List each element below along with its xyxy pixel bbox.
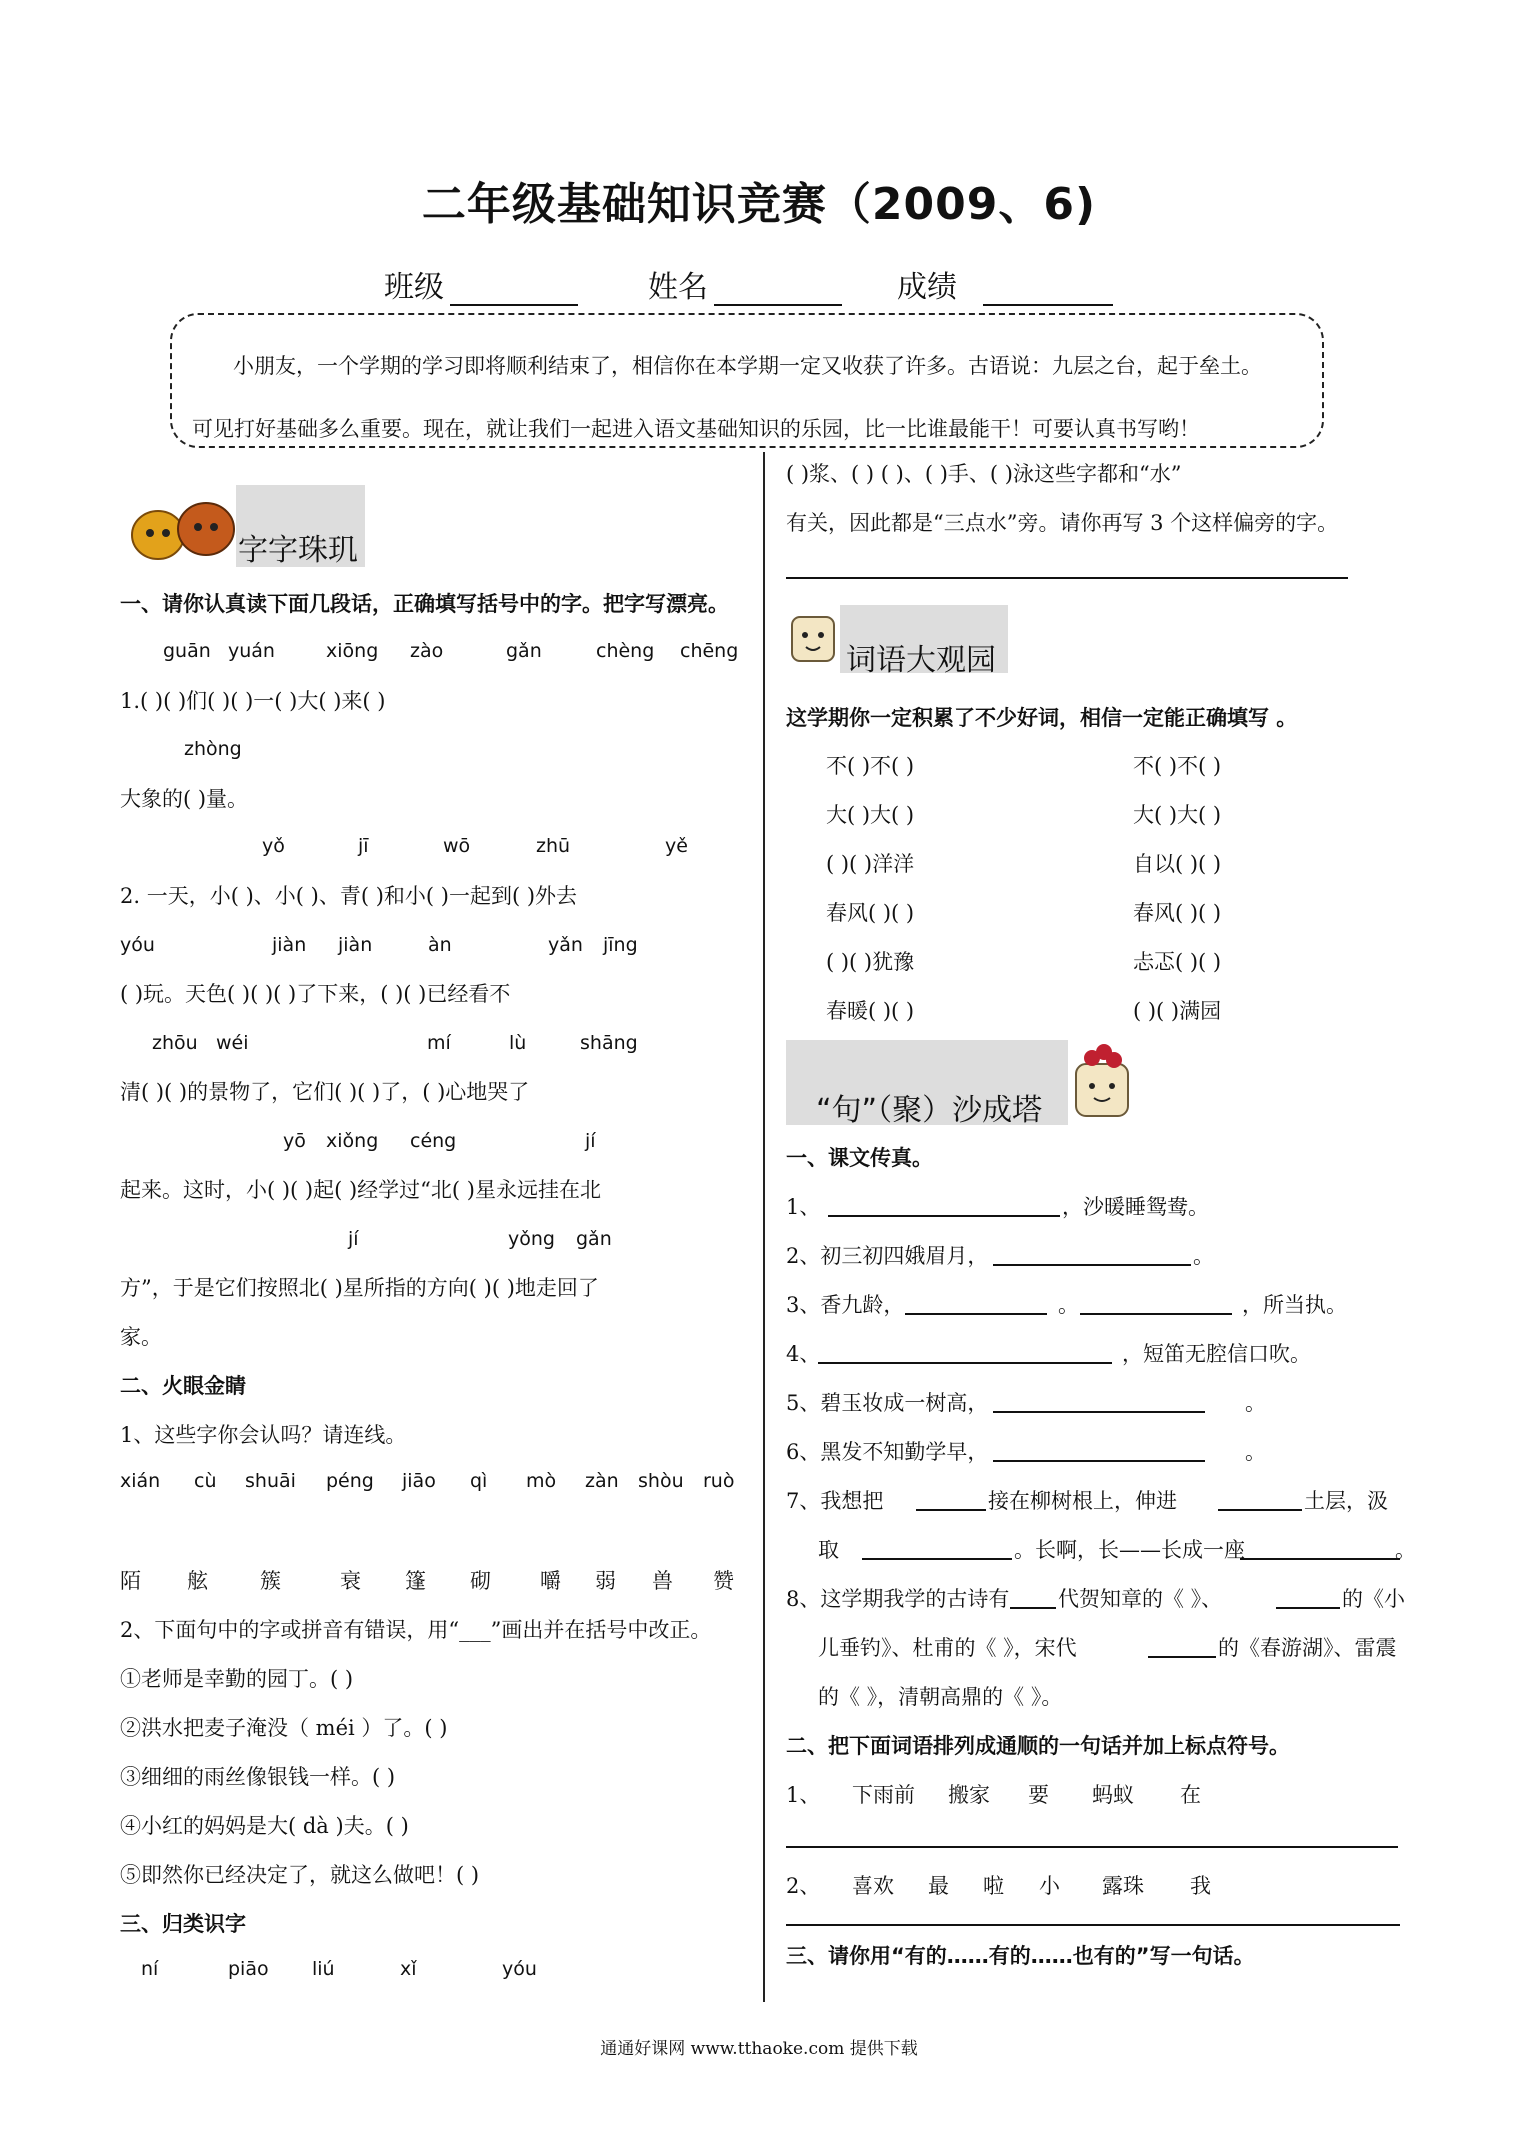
recite-tail: 。 <box>1193 1244 1214 1268</box>
p2-text: 2. 一天，小( )、小( )、青( )和小( )一起到( )外去 <box>120 884 578 908</box>
pinyin: àn <box>428 934 452 956</box>
name-field <box>648 262 842 306</box>
p4-text: 清( )( )的景物了，它们( )( )了，( )心地哭了 <box>120 1080 530 1104</box>
pinyin: zhōu <box>152 1032 198 1054</box>
pinyin: chèng <box>596 640 655 662</box>
recite-item-7c: 土层，汲 <box>1304 1489 1388 1513</box>
match-char[interactable]: 衰 <box>340 1569 361 1593</box>
answer-line[interactable] <box>818 1362 1112 1364</box>
idiom-blank: 春风( )( ) <box>1133 901 1222 925</box>
recite-item-8d: 儿垂钓》、杜甫的《 》，宋代 <box>818 1636 1077 1660</box>
answer-line[interactable] <box>1240 1558 1400 1560</box>
match-char[interactable]: 簇 <box>260 1569 281 1593</box>
correction-item: ③细细的雨丝像银钱一样。( ) <box>120 1765 396 1789</box>
idiom-blank: 春暖( )( ) <box>826 999 915 1023</box>
p6-text: 方”，于是它们按照北( )星所指的方向( )( )地走回了 <box>120 1276 599 1300</box>
match-char[interactable]: 兽 <box>652 1569 673 1593</box>
pinyin: lù <box>509 1032 527 1054</box>
pinyin: jiāo <box>402 1470 436 1492</box>
idiom-blank: 忐忑( )( ) <box>1133 950 1222 974</box>
section-header-zizi <box>120 485 365 567</box>
pinyin: yǒ <box>262 835 285 857</box>
pinyin: yǒng <box>508 1228 555 1250</box>
pinyin: cù <box>194 1470 217 1492</box>
word-chip: 最 <box>928 1874 949 1898</box>
right-cont-1: ( )浆、( ) ( )、( )手、( )泳这些字都和“水” <box>786 462 1182 486</box>
word-order-num: 1、 <box>786 1783 821 1807</box>
pinyin: jí <box>348 1228 359 1250</box>
match-char[interactable]: 嚼 <box>540 1569 561 1593</box>
correction-item: ①老师是幸勤的园丁。( ) <box>120 1667 354 1691</box>
footer-credit: 通通好课网 www.tthaoke.com 提供下载 <box>600 2039 918 2059</box>
recite-tail: 。 <box>1395 1538 1416 1562</box>
pinyin: gǎn <box>576 1228 612 1250</box>
answer-line[interactable] <box>1276 1607 1340 1609</box>
pinyin: zhòng <box>184 738 242 760</box>
answer-line[interactable] <box>786 1924 1400 1926</box>
answer-line[interactable] <box>828 1215 1060 1217</box>
intro-line-2: 可见打好基础多么重要。现在，就让我们一起进入语文基础知识的乐园，比一比谁最能干！可要认真书写哟！ <box>192 417 1200 441</box>
word-chip: 小 <box>1039 1874 1060 1898</box>
pinyin: jí <box>585 1130 596 1152</box>
correction-item: ④小红的妈妈是大( dà )夫。( ) <box>120 1814 409 1838</box>
right-cont-2: 有关，因此都是“三点水”旁。请你再写 3 个这样偏旁的字。 <box>786 511 1339 535</box>
section-title-zizi: 字字珠玑 <box>238 533 358 568</box>
word-chip: 要 <box>1028 1783 1049 1807</box>
idiom-blank: ( )( )洋洋 <box>826 852 915 876</box>
recite-item: 2、初三初四娥眉月， <box>786 1244 989 1268</box>
match-char[interactable]: 陌 <box>120 1569 141 1593</box>
recite-item-8a: 8、这学期我学的古诗有 <box>786 1587 1010 1611</box>
p5-text: 起来。这时，小( )( )起( )经学过“北( )星永远挂在北 <box>120 1178 601 1202</box>
recite-tail: ，所当执。 <box>1242 1293 1347 1317</box>
recite-item: 3、香九龄， <box>786 1293 905 1317</box>
answer-line[interactable] <box>1148 1656 1216 1658</box>
intro-line-1: 小朋友，一个学期的学习即将顺利结束了，相信你在本学期一定又收获了许多。古语说：九层之台，起于垒土。 <box>233 354 1262 378</box>
pinyin: péng <box>326 1470 374 1492</box>
pinyin: mò <box>526 1470 557 1492</box>
p6-text2: 家。 <box>120 1325 162 1349</box>
p1-text2: 大象的( )量。 <box>120 787 249 811</box>
recite-tail: 。 <box>1245 1391 1266 1415</box>
answer-line[interactable] <box>786 1846 1398 1848</box>
recite-item: 6、黑发不知勤学早， <box>786 1440 989 1464</box>
tofu-mascot-icon <box>786 609 840 669</box>
pinyin: yóu <box>502 1958 537 1980</box>
score-label: 成绩 <box>897 270 957 305</box>
answer-line[interactable] <box>862 1558 1012 1560</box>
section-title-ciyu: 词语大观园 <box>846 643 996 678</box>
s3-h3: 三、请你用“有的……有的……也有的”写一句话。 <box>786 1944 1255 1968</box>
answer-line[interactable] <box>786 577 1348 579</box>
pinyin: chēng <box>680 640 739 662</box>
word-chip: 蚂蚁 <box>1092 1783 1134 1807</box>
idiom-blank: 自以( )( ) <box>1133 852 1222 876</box>
pinyin: yō <box>283 1130 306 1152</box>
idiom-blank: 大( )大( ) <box>1133 803 1222 827</box>
correction-item: ②洪水把麦子淹没（ méi ）了。( ) <box>120 1716 448 1740</box>
recite-item-7e: 。长啊，长——长成一座 <box>1014 1538 1245 1562</box>
recite-item: 5、碧玉妆成一树高， <box>786 1391 989 1415</box>
pinyin: yóu <box>120 934 155 956</box>
cake-mascot-icon <box>1068 1040 1138 1125</box>
pinyin: xián <box>120 1470 161 1492</box>
recite-item-8f: 的《 》，清朝高鼎的《 》。 <box>818 1685 1063 1709</box>
word-chip: 啦 <box>983 1874 1004 1898</box>
recite-item-7b: 接在柳树根上，伸进 <box>988 1489 1177 1513</box>
pinyin: shòu <box>638 1470 684 1492</box>
word-chip: 喜欢 <box>852 1874 894 1898</box>
recite-item-8b: 代贺知章的《 》、 <box>1058 1587 1223 1611</box>
match-char[interactable]: 舷 <box>187 1569 208 1593</box>
p1-text: 1.( )( )们( )( )一( )大( )来( ) <box>120 689 386 713</box>
pinyin: xǐ <box>400 1958 417 1980</box>
recite-tail: ，沙暖睡鸳鸯。 <box>1062 1195 1209 1219</box>
word-chip: 我 <box>1190 1874 1211 1898</box>
pinyin: shuāi <box>245 1470 296 1492</box>
class-blank[interactable] <box>450 274 578 306</box>
answer-line[interactable] <box>1218 1509 1302 1511</box>
answer-line[interactable] <box>1080 1313 1232 1315</box>
idiom-blank: 不( )不( ) <box>1133 754 1222 778</box>
q2-heading: 二、火眼金睛 <box>120 1374 246 1398</box>
match-char[interactable]: 赞 <box>713 1569 734 1593</box>
pinyin: liú <box>312 1958 335 1980</box>
pinyin: xiōng <box>326 640 379 662</box>
answer-line[interactable] <box>1010 1607 1056 1609</box>
pinyin: ní <box>141 1958 159 1980</box>
q2-2: 2、下面句中的字或拼音有错误，用“___”画出并在括号中改正。 <box>120 1618 712 1642</box>
pinyin: jiàn <box>272 934 307 956</box>
section-header-ciyu <box>786 605 1008 678</box>
idiom-blank: 大( )大( ) <box>826 803 915 827</box>
q3-heading: 三、归类识字 <box>120 1912 246 1936</box>
pinyin: yuán <box>228 640 275 662</box>
answer-line[interactable] <box>916 1509 986 1511</box>
s3-h2: 二、把下面词语排列成通顺的一句话并加上标点符号。 <box>786 1734 1290 1758</box>
answer-line[interactable] <box>905 1313 1047 1315</box>
match-char[interactable]: 砌 <box>470 1569 491 1593</box>
pinyin: yǎn <box>548 934 583 956</box>
match-char[interactable]: 篷 <box>405 1569 426 1593</box>
column-divider <box>763 452 765 2002</box>
idiom-blank: 春风( )( ) <box>826 901 915 925</box>
pinyin: ruò <box>703 1470 735 1492</box>
name-label: 姓名 <box>648 270 708 305</box>
pinyin: gǎn <box>506 640 542 662</box>
pinyin: jīng <box>603 934 638 956</box>
pinyin: yě <box>665 835 688 857</box>
idiom-blank: ( )( )犹豫 <box>826 950 915 974</box>
pinyin: wō <box>443 835 471 857</box>
name-blank[interactable] <box>714 274 842 306</box>
section-header-jusha <box>786 1040 1138 1128</box>
pinyin: jī <box>358 835 369 857</box>
word-chip: 在 <box>1180 1783 1201 1807</box>
section-title-jusha: “句”（聚）沙成塔 <box>816 1093 1043 1128</box>
pinyin: wéi <box>216 1032 249 1054</box>
pinyin: jiàn <box>338 934 373 956</box>
recite-item-8c: 的《小 <box>1342 1587 1405 1611</box>
pinyin: zhū <box>536 835 571 857</box>
page-title: 二年级基础知识竞赛（2009、6) <box>421 179 1097 230</box>
class-label: 班级 <box>384 270 444 305</box>
recite-item: 4、 <box>786 1342 821 1366</box>
chestnut-mascot-icon <box>126 495 238 563</box>
score-blank[interactable] <box>983 274 1113 306</box>
recite-tail: 。 <box>1245 1440 1266 1464</box>
answer-line[interactable] <box>993 1264 1191 1266</box>
idiom-blank: 不( )不( ) <box>826 754 915 778</box>
answer-line[interactable] <box>993 1411 1205 1413</box>
recite-item-7d: 取 <box>818 1538 839 1562</box>
pinyin: céng <box>410 1130 457 1152</box>
recite-item-8e: 的《春游湖》、雷震 <box>1218 1636 1397 1660</box>
word-chip: 露珠 <box>1102 1874 1144 1898</box>
q2-1: 1、这些字你会认吗？请连线。 <box>120 1423 407 1447</box>
p3-text: ( )玩。天色( )( )( )了下来，( )( )已经看不 <box>120 982 511 1006</box>
class-field <box>384 262 578 306</box>
pinyin: piāo <box>228 1958 269 1980</box>
correction-item: ⑤即然你已经决定了，就这么做吧！( ) <box>120 1863 480 1887</box>
pinyin: mí <box>427 1032 451 1054</box>
recite-tail: ，短笛无腔信口吹。 <box>1122 1342 1311 1366</box>
pinyin: shāng <box>580 1032 638 1054</box>
pinyin: qì <box>470 1470 488 1492</box>
pinyin: guān <box>163 640 211 662</box>
recite-mid: 。 <box>1058 1293 1079 1317</box>
answer-line[interactable] <box>993 1460 1205 1462</box>
s2-heading: 这学期你一定积累了不少好词，相信一定能正确填写 。 <box>786 706 1298 730</box>
recite-item-7a: 7、我想把 <box>786 1489 884 1513</box>
pinyin: xiǒng <box>326 1130 379 1152</box>
word-chip: 搬家 <box>948 1783 990 1807</box>
pinyin: zào <box>410 640 444 662</box>
score-field <box>897 262 1113 306</box>
s3-h1: 一、课文传真。 <box>786 1146 933 1170</box>
pinyin: zàn <box>585 1470 619 1492</box>
match-char[interactable]: 弱 <box>595 1569 616 1593</box>
recite-item: 1、 <box>786 1195 821 1219</box>
idiom-blank: ( )( )满园 <box>1133 999 1222 1023</box>
word-order-num: 2、 <box>786 1874 821 1898</box>
q1-heading: 一、请你认真读下面几段话，正确填写括号中的字。把字写漂亮。 <box>120 592 729 616</box>
word-chip: 下雨前 <box>852 1783 915 1807</box>
